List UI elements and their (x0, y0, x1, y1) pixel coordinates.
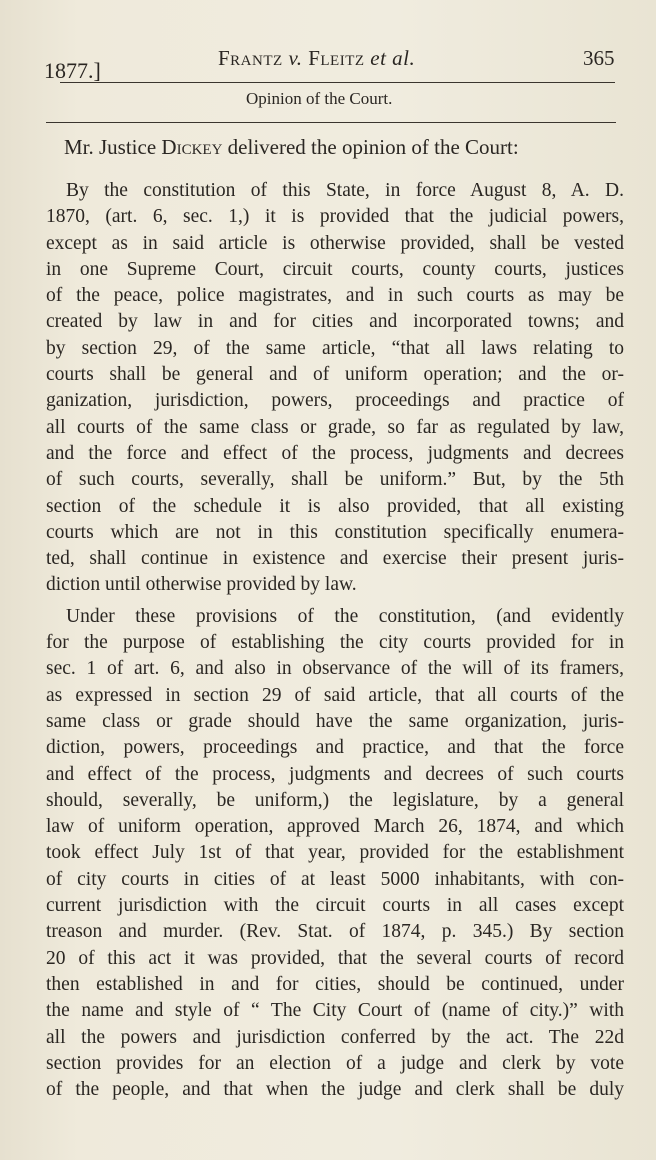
text-line: 1870, (art. 6, sec. 1,) it is provided that the judicial powers, (46, 206, 624, 228)
text-line: diction until otherwise provided by law. (46, 574, 357, 596)
section-subheading: Opinion of the Court. (246, 89, 393, 108)
running-head (0, 44, 656, 83)
text-line: by section 29, of the same article, “that all laws relating to (46, 337, 624, 359)
text-line: section provides for an election of a judge and clerk by vote (46, 1052, 624, 1074)
opinion-intro (64, 135, 519, 160)
text-line: of the people, and that when the judge and clerk shall be duly (46, 1079, 624, 1101)
text-line: ted, shall continue in existence and exercise their present juris- (46, 548, 624, 570)
text-line: all courts of the same class or grade, so far as regulated by law, (46, 416, 624, 438)
text-line: took effect July 1st of that year, provided for the establishment (46, 842, 624, 864)
case-defendant: Fleitz (308, 46, 365, 70)
text-line: should, severally, be uniform,) the legislature, by a general (46, 789, 624, 811)
text-line: as expressed in section 29 of said article, that all courts of the (46, 684, 624, 706)
text-line: Under these provisions of the constitution, (and evidently (66, 605, 624, 627)
running-head-year: 1877.] (44, 58, 101, 83)
case-plaintiff: Frantz (218, 46, 283, 70)
text-line: diction, powers, proceedings and practice, and that the force (46, 737, 624, 759)
text-line: all the powers and jurisdiction conferred by the act. The 22d (46, 1026, 624, 1048)
paragraph-1 (46, 178, 624, 599)
text-line: section of the schedule it is also provided, that all existing (46, 495, 624, 517)
paragraph-2 (46, 604, 624, 1104)
text-line: for the purpose of establishing the city courts provided for in (46, 632, 624, 654)
page-number: 365 (583, 46, 615, 70)
opinion-intro-text: delivered the opinion of the Court: (227, 135, 519, 159)
case-et-al: et al. (370, 46, 416, 70)
text-line: courts which are not in this constitution specifically enumera- (46, 521, 624, 543)
text-line: of such courts, severally, shall be uniform.” But, by the 5th (46, 469, 624, 491)
case-versus: v. (288, 46, 303, 70)
opinion-body (46, 178, 624, 1103)
text-line: and effect of the process, judgments and decrees of such courts (46, 763, 624, 785)
text-line: the name and style of “ The City Court of (name of city.)” with (46, 1000, 624, 1022)
text-line: in one Supreme Court, circuit courts, county courts, justices (46, 258, 624, 280)
text-line: of the peace, police magistrates, and in such courts as may be (46, 285, 624, 307)
text-line: same class or grade should have the same organization, juris- (46, 710, 624, 732)
text-line: law of uniform operation, approved March 26, 1874, and which (46, 816, 624, 838)
text-line: then established in and for cities, should be continued, under (46, 973, 624, 995)
text-line: except as in said article is otherwise provided, shall be vested (46, 232, 624, 254)
justice-name: Dickey (161, 135, 223, 159)
header-rule-top (60, 82, 615, 83)
text-line: ganization, jurisdiction, powers, proceedings and practice of (46, 390, 624, 412)
text-line: By the constitution of this State, in force August 8, A. D. (66, 180, 624, 201)
text-line: 20 of this act it was provided, that the several courts of record (46, 947, 624, 969)
text-line: of city courts in cities of at least 5000 inhabitants, with con- (46, 868, 624, 890)
text-line: created by law in and for cities and incorporated towns; and (46, 311, 624, 333)
text-line: current jurisdiction with the circuit courts in all cases except (46, 895, 624, 917)
justice-title: Mr. Justice (64, 135, 157, 159)
header-rule-bottom (46, 122, 616, 123)
text-line: treason and murder. (Rev. Stat. of 1874, p. 345.) By section (46, 921, 624, 943)
text-line: courts shall be general and of uniform operation; and the or- (46, 364, 624, 386)
running-head-case-title (218, 46, 415, 71)
text-line: and the force and effect of the process, judgments and decrees (46, 442, 624, 464)
text-line: sec. 1 of art. 6, and also in observance of the will of its framers, (46, 658, 624, 680)
